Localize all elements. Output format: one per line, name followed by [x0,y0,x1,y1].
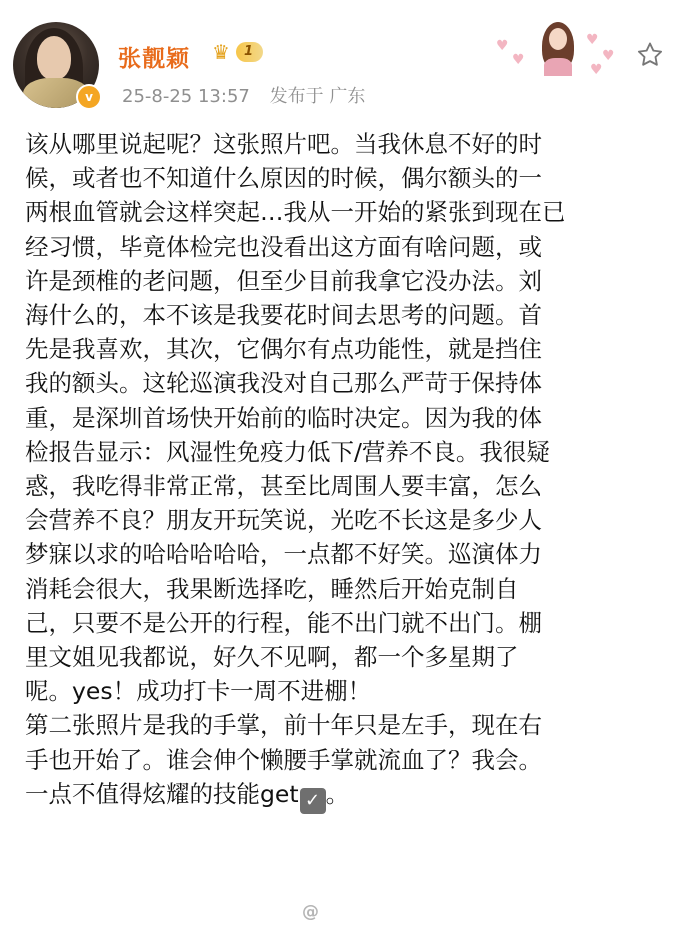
body-line: 消耗会很大，我果断选择吃，睡然后开始克制自 [25,574,519,603]
body-line: 检报告显示：风湿性免疫力低下/营养不良。我很疑 [25,437,550,466]
body-line: 手也开始了。谁会伸个懒腰手掌就流血了？我会。 [25,745,542,774]
body-line: 我的额头。这轮巡演我没对自己那么严苛于保持体 [25,369,542,398]
body-line: 第二张照片是我的手掌，前十年只是左手，现在右 [25,711,542,740]
body-line: 海什么的，本不该是我要花时间去思考的问题。首 [25,301,542,330]
body-line: 里文姐见我都说，好久不见啊，都一个多星期了 [25,643,519,672]
post-location: 发布于 广东 [269,86,366,107]
decorative-banner [490,18,626,80]
body-line: 惑，我吃得非常正常，甚至比周围人要丰富，怎么 [25,472,542,501]
body-line: 该从哪里说起呢？这张照片吧。当我休息不好的时 [25,130,542,158]
body-line: 呢。yes！成功打卡一周不进棚！ [25,677,372,706]
heart-icon: ♥ [602,48,615,64]
body-line: 候，或者也不知道什么原因的时候，偶尔额头的一 [25,164,542,193]
crown-icon: ♛ [212,40,230,64]
body-line-prefix: 一点不值得炫耀的技能 [25,779,260,808]
body-line: 梦寐以求的哈哈哈哈哈，一点都不好笑。巡演体力 [25,540,542,569]
author-name[interactable]: 张靓颖 [118,46,190,72]
watermark: @ [302,902,319,922]
body-line: 两根血管就会这样突起…我从一开始的紧张到现在已 [25,198,566,227]
body-line: 先是我喜欢，其次，它偶尔有点功能性，就是挡住 [25,335,542,364]
verified-icon: v [76,84,102,110]
vip-badge[interactable] [208,40,263,64]
checkmark-icon: ✓ [300,788,326,814]
heart-icon: ♥ [512,52,525,68]
banner-illustration [540,20,576,76]
body-line: 重，是深圳首场快开始前的临时决定。因为我的体 [25,403,542,432]
avatar-face [37,36,71,80]
post-header [0,0,690,116]
body-line: 许是颈椎的老问题，但至少目前我拿它没办法。刘 [25,266,542,295]
body-line: 会营养不良？朋友开玩笑说，光吃不长这是多少人 [25,506,542,535]
heart-icon: ♥ [590,62,603,78]
get-word: get [260,779,299,808]
vip-level: 1 [236,42,263,62]
body-line-last [25,777,670,814]
post-body [25,127,670,814]
post-timestamp: 25-8-25 13:57 [122,86,250,107]
body-line-suffix: 。 [325,779,350,808]
heart-icon: ♥ [496,38,509,54]
heart-icon: ♥ [586,32,599,48]
body-line: 己，只要不是公开的行程，能不出门就不出门。棚 [25,608,542,637]
star-outline-icon[interactable] [635,40,665,70]
body-line: 经习惯，毕竟体检完也没看出这方面有啥问题，或 [25,232,542,261]
post-meta [122,82,379,108]
